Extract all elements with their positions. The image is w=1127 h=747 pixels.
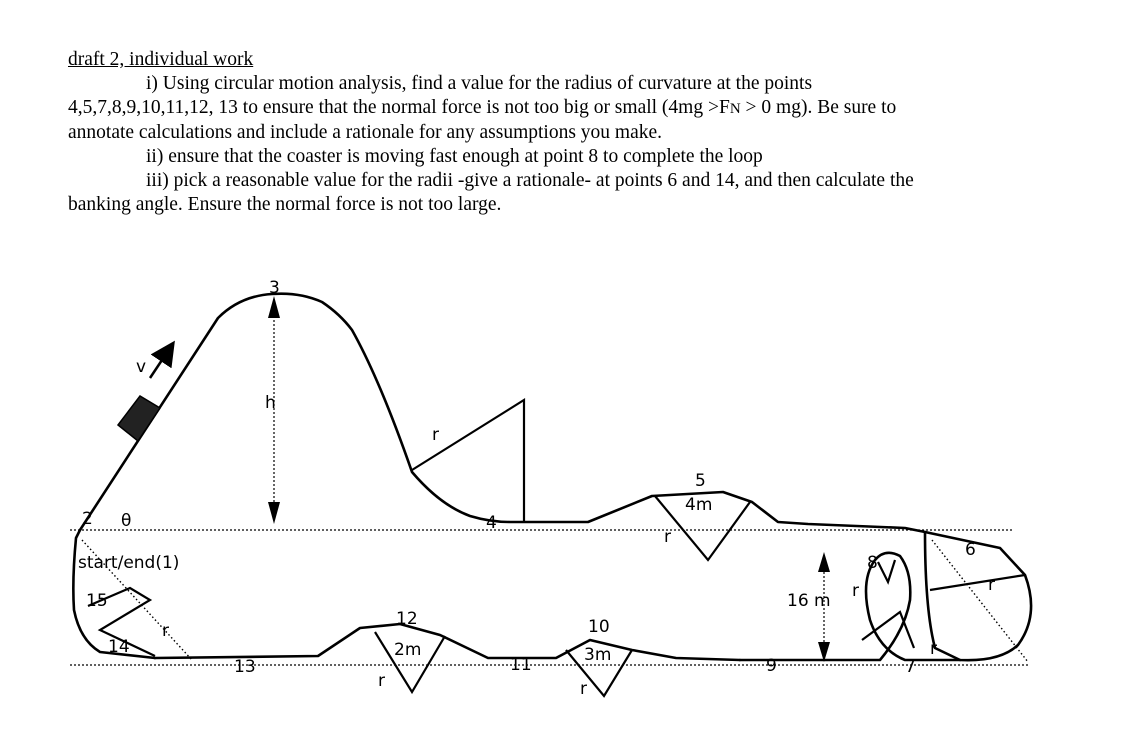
point-12-label: 12 bbox=[396, 609, 418, 629]
radius-label-6: r bbox=[988, 575, 995, 595]
height-arrow-up bbox=[268, 296, 280, 318]
normal-force-subscript: N bbox=[729, 101, 741, 117]
question-iii-line-2: banking angle. Ensure the normal force is not too large. bbox=[68, 194, 502, 215]
loop-height-label: 16 m bbox=[787, 591, 831, 611]
radius-label-5: r bbox=[664, 527, 671, 547]
height-arrow-down bbox=[268, 502, 280, 524]
velocity-arrow bbox=[150, 351, 168, 378]
radius-12-label: 2m bbox=[394, 640, 422, 660]
banked-turn-6 bbox=[925, 532, 1031, 660]
loop-height-arrow-up bbox=[818, 552, 830, 572]
point-4-label: 4 bbox=[486, 513, 497, 533]
turn-6-bank-line bbox=[932, 540, 1028, 662]
question-i-line-2-tail: > 0 mg). Be sure to bbox=[740, 97, 897, 118]
radius-label-14: r bbox=[162, 621, 169, 641]
radius-label-8: r bbox=[852, 581, 859, 601]
height-label: h bbox=[265, 393, 276, 413]
radius-10-label: 3m bbox=[584, 645, 612, 665]
point-9-label: 9 bbox=[766, 656, 777, 676]
point-3-label: 3 bbox=[269, 278, 280, 298]
radius-label-4: r bbox=[432, 425, 439, 445]
point-7-label: 7 bbox=[905, 657, 916, 677]
assignment-title: draft 2, individual work bbox=[68, 49, 254, 70]
radius-label-12: r bbox=[378, 671, 385, 691]
start-end-label: start/end(1) bbox=[78, 553, 180, 573]
radius-label-10: r bbox=[580, 679, 587, 699]
point-2-label: 2 bbox=[82, 509, 93, 529]
point-6-label: 6 bbox=[965, 540, 976, 560]
point-10-label: 10 bbox=[588, 617, 610, 637]
track-lower bbox=[155, 624, 740, 660]
question-i-line-2-text: 4,5,7,8,9,10,11,12, 13 to ensure that the normal force is not too big or small (4mg >F bbox=[68, 97, 730, 118]
radius-triangle-4 bbox=[412, 400, 524, 522]
question-iii-line-1: iii) pick a reasonable value for the radii -give a rationale- at points 6 and 14, and then calculate the bbox=[146, 170, 914, 191]
point-11-label: 11 bbox=[510, 655, 532, 675]
point-5-label: 5 bbox=[695, 471, 706, 491]
question-i-line-3: annotate calculations and include a rationale for any assumptions you make. bbox=[68, 122, 663, 143]
point-13-label: 13 bbox=[234, 657, 256, 677]
question-ii-line-1: ii) ensure that the coaster is moving fast enough at point 8 to complete the loop bbox=[146, 146, 763, 167]
coaster-cart bbox=[118, 396, 160, 441]
radius-label-7: r bbox=[930, 639, 937, 659]
question-i-line-1: i) Using circular motion analysis, find a value for the radius of curvature at the points bbox=[146, 73, 813, 94]
point-15-label: 15 bbox=[86, 591, 108, 611]
radius-5-label: 4m bbox=[685, 495, 713, 515]
loop-8-radius-v bbox=[878, 560, 895, 582]
point-14-label: 14 bbox=[108, 637, 130, 657]
angle-theta-label: θ bbox=[121, 511, 132, 531]
velocity-label: v bbox=[136, 357, 147, 377]
turn-6-radius-line bbox=[930, 575, 1025, 590]
point-8-label: 8 bbox=[867, 553, 878, 573]
